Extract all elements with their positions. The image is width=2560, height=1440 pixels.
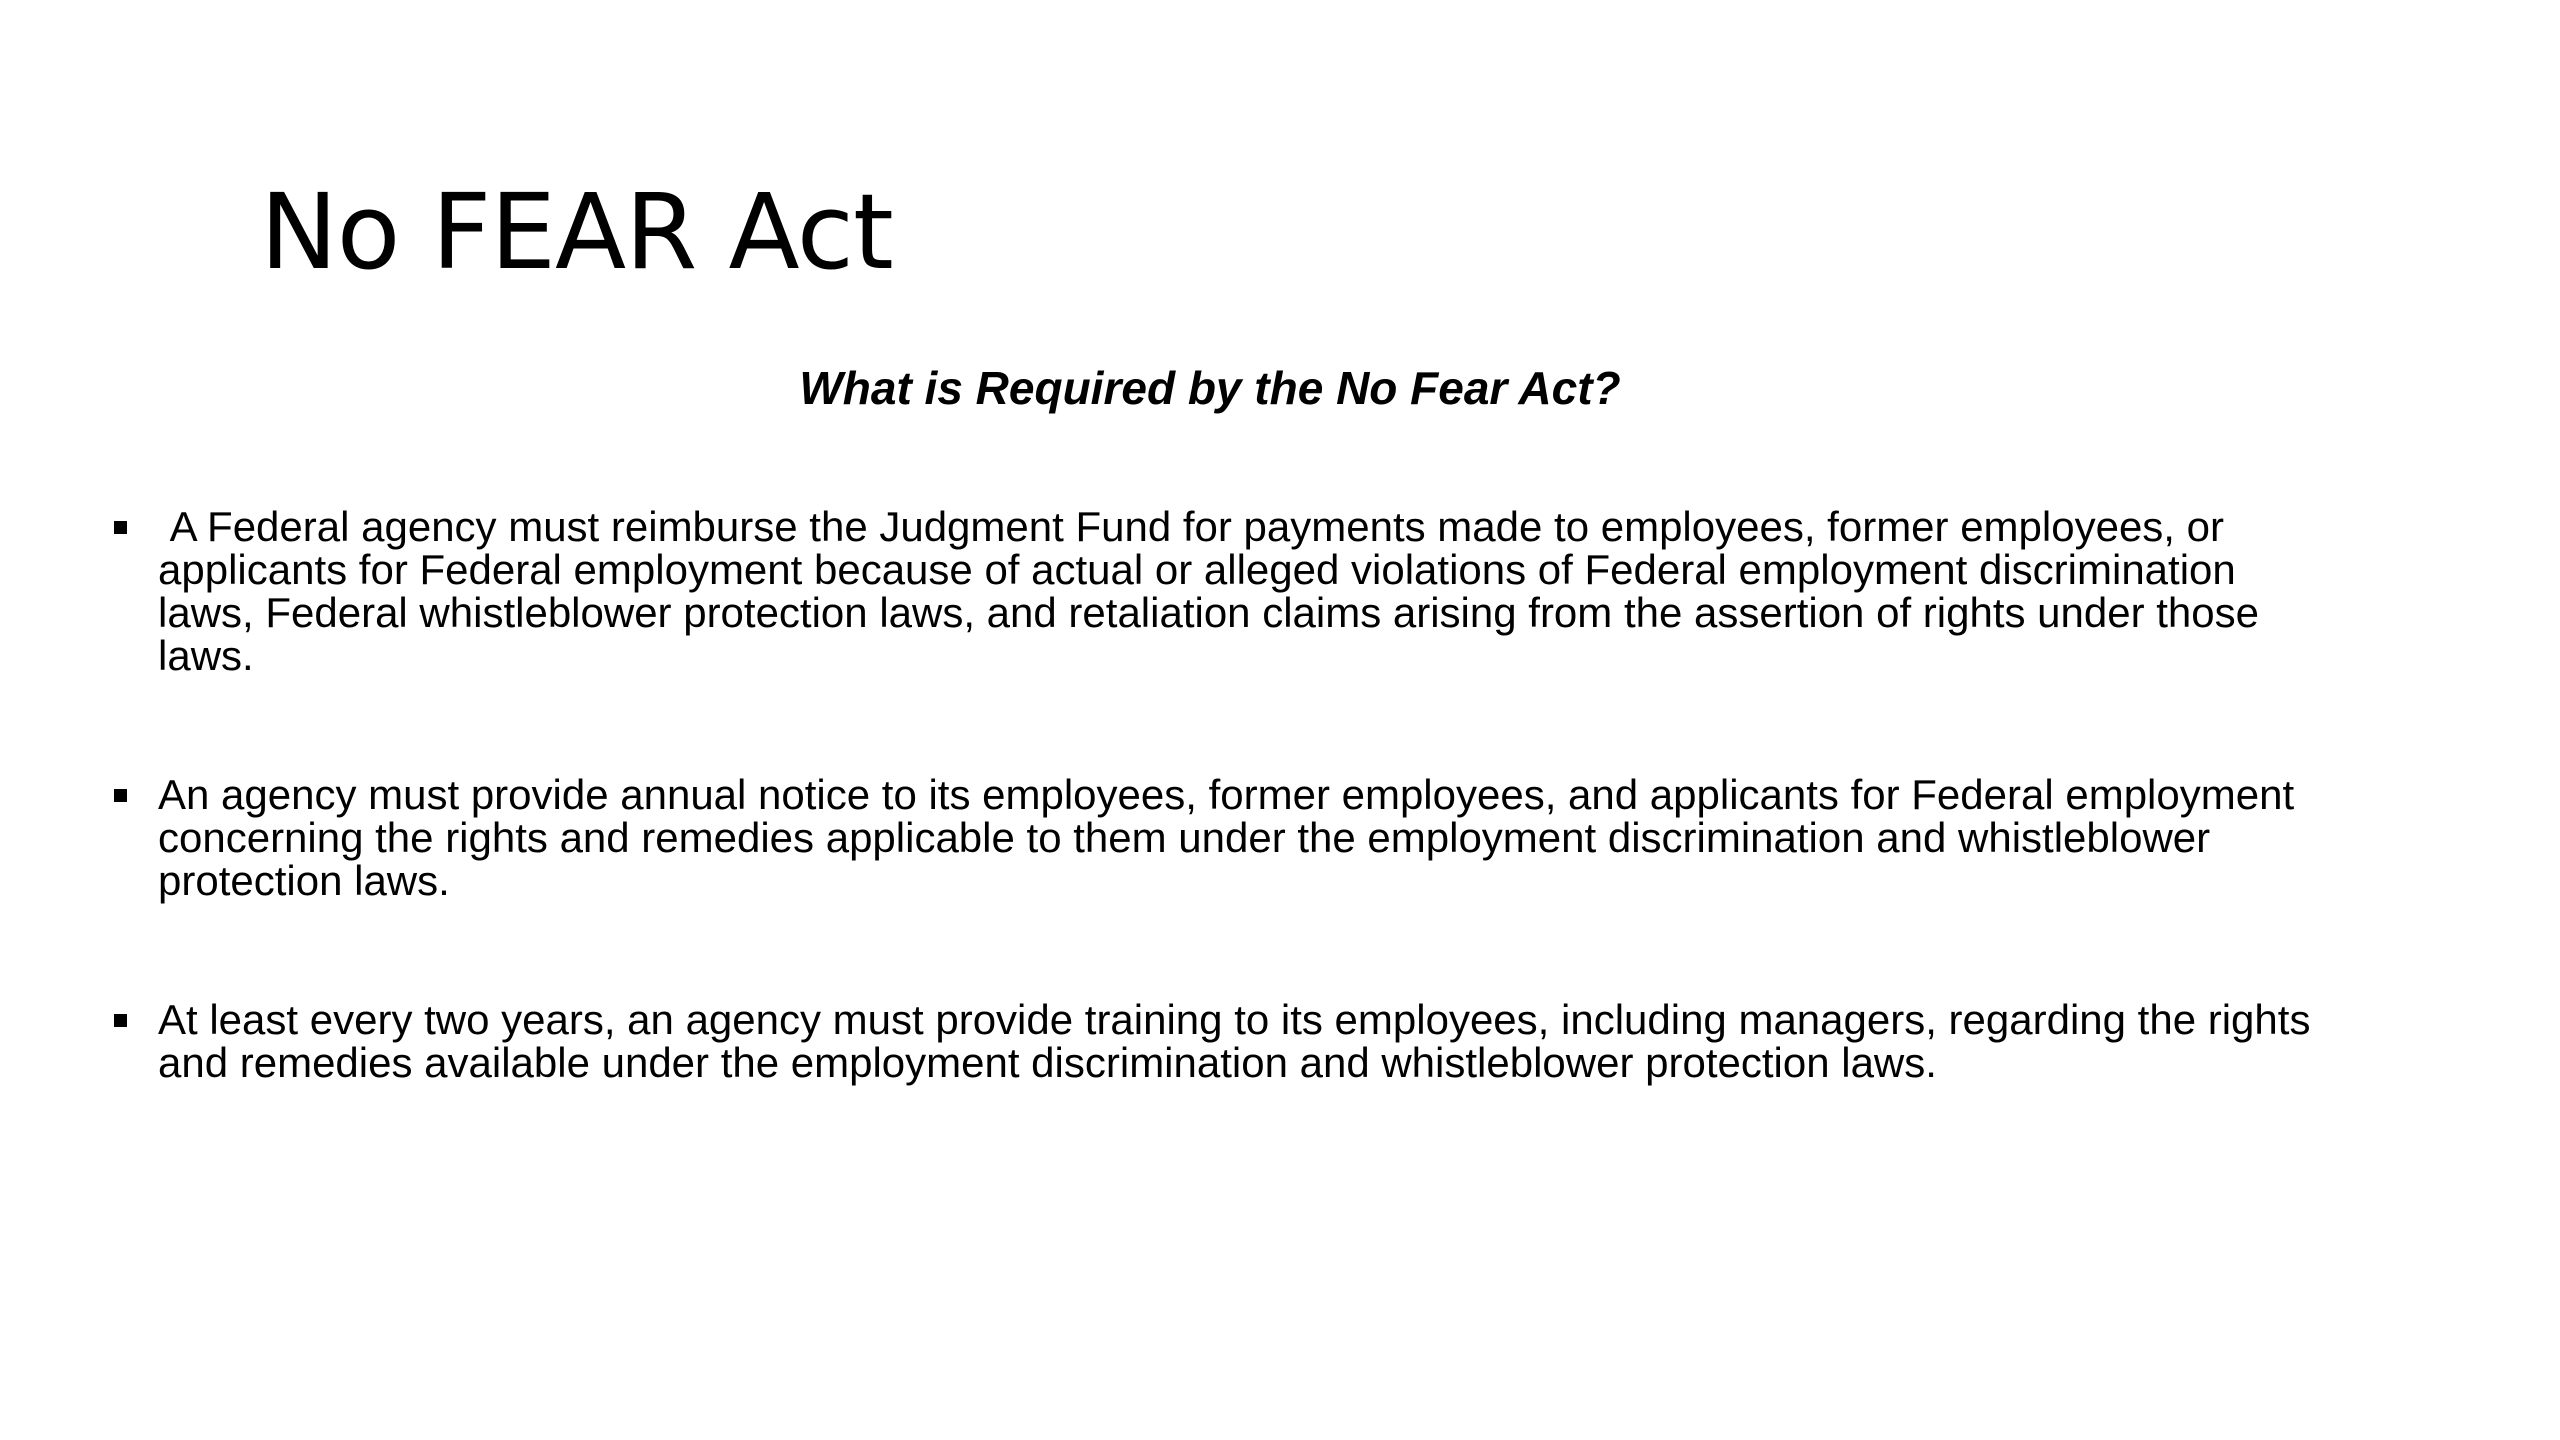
- bullet-item: [110, 505, 2330, 677]
- bullet-text: A Federal agency must reimburse the Judgment Fund for payments made to employees, former employees, or applicants for Federal employment because of actual or alleged violations of Federal employment discrimination laws, Federal whistleblower protection laws, and retaliation claims arising from the assertion of rights under those laws.: [158, 503, 2271, 679]
- slide-subtitle: What is Required by the No Fear Act?: [799, 362, 1621, 414]
- bullet-item: [110, 773, 2330, 902]
- bullet-item: [110, 998, 2330, 1084]
- slide-title: No FEAR Act: [260, 171, 893, 293]
- bullet-text: An agency must provide annual notice to its employees, former employees, and applicants for Federal employment concerning the rights and remedies applicable to them under the employment discrimination and whistleblower protection laws.: [158, 771, 2295, 904]
- square-bullet-icon: [114, 521, 127, 534]
- square-bullet-icon: [114, 1014, 127, 1027]
- bullet-list: [110, 505, 2330, 1084]
- square-bullet-icon: [114, 789, 127, 802]
- bullet-text: At least every two years, an agency must provide training to its employees, including managers, regarding the rights and remedies available under the employment discrimination and whistleblower protection laws.: [158, 996, 2311, 1086]
